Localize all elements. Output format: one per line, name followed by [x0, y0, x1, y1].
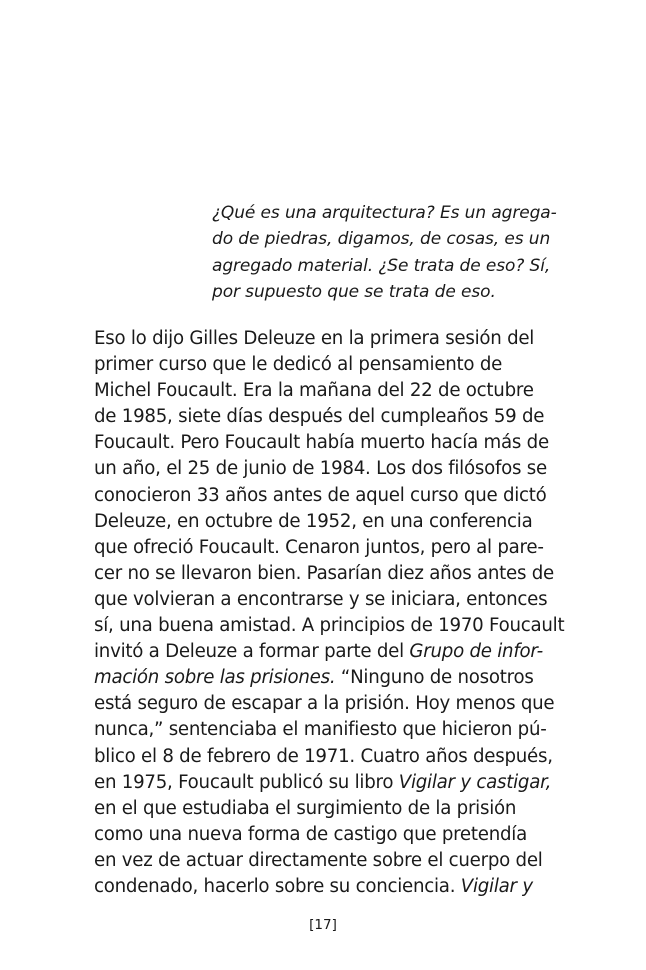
text-run: en 1975, Foucault publicó su libro — [94, 771, 399, 793]
body-line — [94, 613, 584, 639]
body-line — [94, 691, 584, 717]
text-run: en el que estudiaba el surgimiento de la prisión — [94, 797, 517, 819]
epigraph-line: do de piedras, digamos, de cosas, es un — [212, 229, 551, 250]
text-run: Michel Foucault. Era la mañana del 22 de octubre — [94, 380, 534, 402]
text-run: Foucault. Pero Foucault había muerto hacía más de — [94, 432, 549, 454]
epigraph-line: ¿Qué es una arquitectura? Es un agrega- — [212, 203, 557, 223]
body-line — [94, 587, 584, 613]
body-line — [94, 456, 584, 482]
text-run: que ofreció Foucault. Cenaron juntos, pero al pare- — [94, 536, 544, 558]
text-run: nunca,” sentenciaba el manifiesto que hicieron pú- — [94, 719, 547, 741]
text-run: “Ninguno de nosotros — [335, 667, 534, 689]
italic-title-text: Vigilar y — [460, 875, 533, 897]
text-run: Deleuze, en octubre de 1952, en una conferencia — [94, 510, 533, 532]
text-run: blico el 8 de febrero de 1971. Cuatro años después, — [94, 745, 553, 767]
body-line — [94, 770, 584, 796]
text-run: Eso lo dijo Gilles Deleuze en la primera sesión del — [94, 328, 535, 349]
text-run: de 1985, siete días después del cumpleaños 59 de — [94, 406, 545, 428]
body-line — [94, 326, 584, 352]
body-line — [94, 848, 584, 874]
body-line — [94, 509, 584, 535]
body-line — [94, 483, 584, 509]
text-run: cer no se llevaron bien. Pasarían diez años antes de — [94, 562, 554, 584]
body-line — [94, 639, 584, 665]
body-line — [94, 561, 584, 587]
body-paragraph — [94, 326, 584, 900]
body-line — [94, 822, 584, 848]
epigraph-quote — [212, 200, 582, 306]
text-run: en vez de actuar directamente sobre el cuerpo del — [94, 849, 543, 871]
epigraph-line: por supuesto que se trata de eso. — [212, 282, 496, 303]
body-line — [94, 404, 584, 430]
text-run: condenado, hacerlo sobre su conciencia. — [94, 875, 461, 897]
text-run: que volvieran a encontrarse y se iniciara, entonces — [94, 588, 548, 610]
body-line — [94, 378, 584, 404]
body-line — [94, 352, 584, 378]
text-run: como una nueva forma de castigo que pretendía — [94, 823, 527, 845]
page-number: [17] — [309, 917, 337, 933]
text-run: primer curso que le dedicó al pensamiento de — [94, 354, 503, 376]
text-run: invitó a Deleuze a formar parte del — [94, 641, 410, 663]
body-line — [94, 744, 584, 770]
text-run: sí, una buena amistad. A principios de 1970 Foucault — [94, 615, 565, 637]
body-line — [94, 665, 584, 691]
body-line — [94, 430, 584, 456]
text-run: un año, el 25 de junio de 1984. Los dos filósofos se — [94, 458, 547, 480]
italic-title-text: Grupo de infor- — [409, 641, 543, 663]
italic-title-text: mación sobre las prisiones. — [94, 667, 336, 689]
body-line — [94, 796, 584, 822]
body-line — [94, 874, 584, 900]
text-run: está seguro de escapar a la prisión. Hoy menos que — [94, 693, 555, 715]
epigraph-line: agregado material. ¿Se trata de eso? Sí, — [212, 255, 551, 276]
body-line — [94, 717, 584, 743]
body-line — [94, 535, 584, 561]
text-run: conocieron 33 años antes de aquel curso que dictó — [94, 484, 547, 506]
italic-title-text: Vigilar y castigar, — [398, 771, 552, 793]
